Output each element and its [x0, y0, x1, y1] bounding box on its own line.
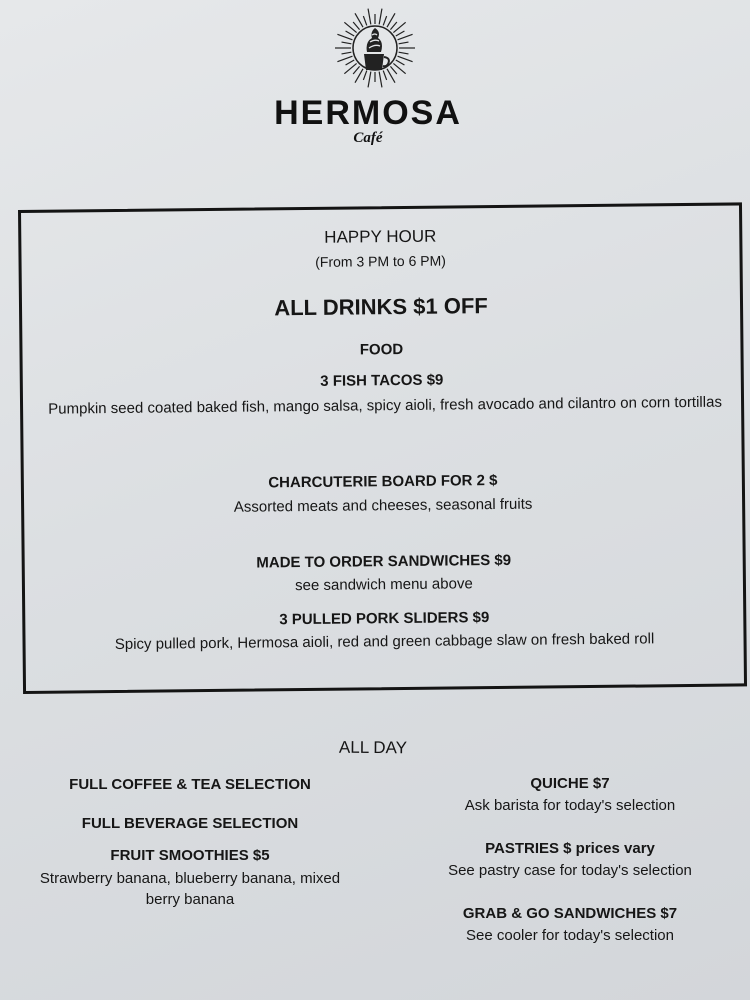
menu-item-name: GRAB & GO SANDWICHES $7	[462, 905, 678, 922]
menu-item-name: FRUIT SMOOTHIES $5	[110, 847, 270, 864]
menu-item-name: MADE TO ORDER SANDWICHES $9	[256, 551, 512, 572]
cafe-logo	[0, 8, 750, 94]
menu-item-name: FULL BEVERAGE SELECTION	[81, 815, 299, 832]
happy-hour-title: HAPPY HOUR	[324, 226, 437, 247]
menu-item-description: See pastry case for today's selection	[448, 862, 692, 879]
menu-item-name: 3 PULLED PORK SLIDERS $9	[279, 609, 490, 629]
menu-item-name: CHARCUTERIE BOARD FOR 2 $	[268, 471, 498, 492]
happy-hour-time: (From 3 PM to 6 PM)	[315, 252, 446, 270]
menu-item-name: FULL COFFEE & TEA SELECTION	[69, 776, 311, 793]
all-day-title: ALL DAY	[338, 737, 408, 758]
menu-item-description: Pumpkin seed coated baked fish, mango salsa, spicy aioli, fresh avocado and cilantro on corn tortillas	[48, 393, 722, 418]
menu-item-name: 3 FISH TACOS $9	[320, 371, 444, 390]
all-day-section	[0, 772, 750, 962]
food-heading: FOOD	[359, 340, 404, 359]
menu-item-name: PASTRIES $ prices vary	[485, 840, 655, 857]
drinks-deal: ALL DRINKS $1 OFF	[274, 293, 488, 321]
brand-subtitle: Café	[353, 130, 383, 146]
brand-name: HERMOSA	[274, 94, 462, 132]
menu-item-description: See cooler for today's selection	[466, 927, 674, 944]
menu-item-description: Ask barista for today's selection	[464, 797, 676, 814]
menu-item-description: Strawberry banana, blueberry banana, mixed berry banana	[39, 870, 341, 908]
menu-item-name: QUICHE $7	[530, 775, 610, 792]
sunburst-cup-icon	[320, 8, 430, 94]
menu-item-description: Assorted meats and cheeses, seasonal fruits	[233, 495, 533, 516]
menu-item-description: Spicy pulled pork, Hermosa aioli, red and green cabbage slaw on fresh baked roll	[114, 630, 655, 654]
menu-item-description: see sandwich menu above	[295, 575, 473, 595]
happy-hour-section	[18, 202, 747, 694]
